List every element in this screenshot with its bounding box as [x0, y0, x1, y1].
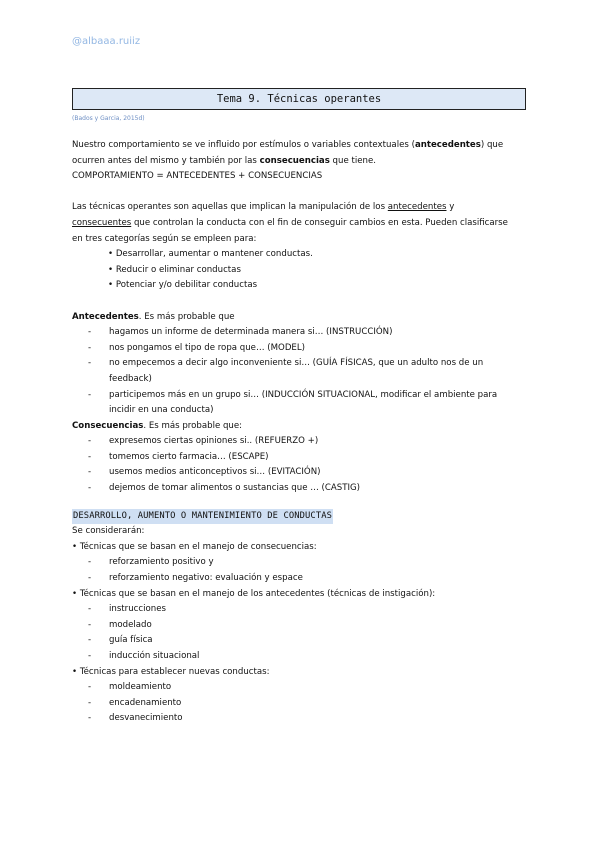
document-body	[72, 138, 528, 727]
intro-text: ) que	[480, 140, 504, 150]
list-item: • Potenciar y/o debilitar conductas	[72, 278, 528, 294]
list-item: - instrucciones	[72, 602, 528, 618]
consecuencias-heading	[72, 419, 528, 435]
definition-line-1	[72, 200, 528, 216]
technique-group-label: Técnicas que se basan en el manejo de consecuencias:	[79, 541, 317, 552]
category-list	[72, 247, 528, 294]
list-item: - reforzamiento positivo y	[72, 555, 528, 571]
list-item: - tomemos cierto farmacia… (ESCAPE)	[72, 450, 528, 466]
list-item: • Desarrollar, aumentar o mantener conductas.	[72, 247, 528, 263]
intro-text: que tiene.	[329, 155, 376, 166]
list-item-line: feedback)	[109, 373, 152, 384]
list-item: - hagamos un informe de determinada manera si… (INSTRUCCIÓN)	[72, 325, 528, 341]
list-item: - desvanecimiento	[72, 711, 528, 727]
intro-bold-consecuencias: consecuencias	[259, 155, 330, 166]
intro-text: ocurren antes del mismo y también por las	[72, 155, 260, 166]
list-item: - expresemos ciertas opiniones si.. (REFUERZO +)	[72, 434, 528, 450]
intro-bold-antecedentes: antecedentes	[414, 140, 481, 150]
intro-line-1	[72, 138, 528, 154]
intro-line-2	[72, 154, 528, 170]
antecedentes-list	[72, 325, 528, 419]
author-watermark: @albaaa.ruiiz	[72, 36, 141, 47]
antecedentes-heading	[72, 310, 528, 326]
consecuencias-label: Consecuencias	[72, 420, 144, 431]
list-item: - reforzamiento negativo: evaluación y espace	[72, 571, 528, 587]
list-item: - inducción situacional	[72, 649, 528, 665]
consecuencias-list	[72, 434, 528, 496]
list-item-line: no empecemos a decir algo inconveniente si… (GUÍA FÍSICAS, que un adulto nos de un	[109, 358, 484, 369]
section-heading-row	[72, 509, 528, 525]
underlined-consecuentes: consecuentes	[72, 217, 132, 228]
antecedentes-intro: . Es más probable que	[138, 311, 235, 322]
technique-group-label: Técnicas para establecer nuevas conductas:	[79, 666, 270, 677]
technique-list	[72, 602, 528, 664]
definition-text: que controlan la conducta con el fin de conseguir cambios en esta. Pueden clasificarse	[131, 217, 508, 228]
technique-list	[72, 555, 528, 586]
antecedentes-label: Antecedentes	[72, 311, 139, 322]
list-item	[72, 356, 528, 387]
list-item	[72, 388, 528, 419]
list-item: - usemos medios anticonceptivos si… (EVITACIÓN)	[72, 465, 528, 481]
technique-group-label: Técnicas que se basan en el manejo de los antecedentes (técnicas de instigación):	[79, 588, 436, 599]
definition-text: y	[446, 202, 455, 213]
definition-line-2	[72, 216, 528, 232]
section-heading: DESARROLLO, AUMENTO O MANTENIMIENTO DE CONDUCTAS	[72, 509, 333, 525]
technique-group-new-behaviours: • Técnicas para establecer nuevas conductas:	[72, 666, 270, 677]
page-title: Tema 9. Técnicas operantes	[216, 93, 382, 105]
list-item: - encadenamiento	[72, 696, 528, 712]
list-item: - nos pongamos el tipo de ropa que… (MODEL)	[72, 341, 528, 357]
technique-list	[72, 680, 528, 727]
technique-group-antecedents: • Técnicas que se basan en el manejo de los antecedentes (técnicas de instigación):	[72, 588, 436, 599]
citation: (Bados y Garcia, 2015d)	[72, 115, 145, 122]
list-item: - dejemos de tomar alimentos o sustancias que … (CASTIG)	[72, 481, 528, 497]
formula: COMPORTAMIENTO = ANTECEDENTES + CONSECUENCIAS	[72, 171, 323, 182]
definition-line-3: en tres categorías según se empleen para:	[72, 233, 257, 244]
list-item-line: participemos más en un grupo si… (INDUCCIÓN SITUACIONAL, modificar el ambiente para	[109, 389, 498, 400]
section-intro: Se considerarán:	[72, 526, 145, 537]
list-item: - modelado	[72, 618, 528, 634]
list-item: - guía física	[72, 633, 528, 649]
underlined-antecedentes: antecedentes	[387, 202, 447, 213]
technique-group-consequences: • Técnicas que se basan en el manejo de consecuencias:	[72, 541, 317, 552]
list-item-line: incidir en una conducta)	[109, 405, 214, 416]
definition-text: Las técnicas operantes son aquellas que implican la manipulación de los	[72, 202, 388, 213]
list-item: - moldeamiento	[72, 680, 528, 696]
intro-text: Nuestro comportamiento se ve influido por estímulos o variables contextuales (	[72, 140, 415, 150]
list-item: • Reducir o eliminar conductas	[72, 263, 528, 279]
title-box	[72, 88, 526, 110]
consecuencias-intro: . Es más probable que:	[143, 420, 243, 431]
